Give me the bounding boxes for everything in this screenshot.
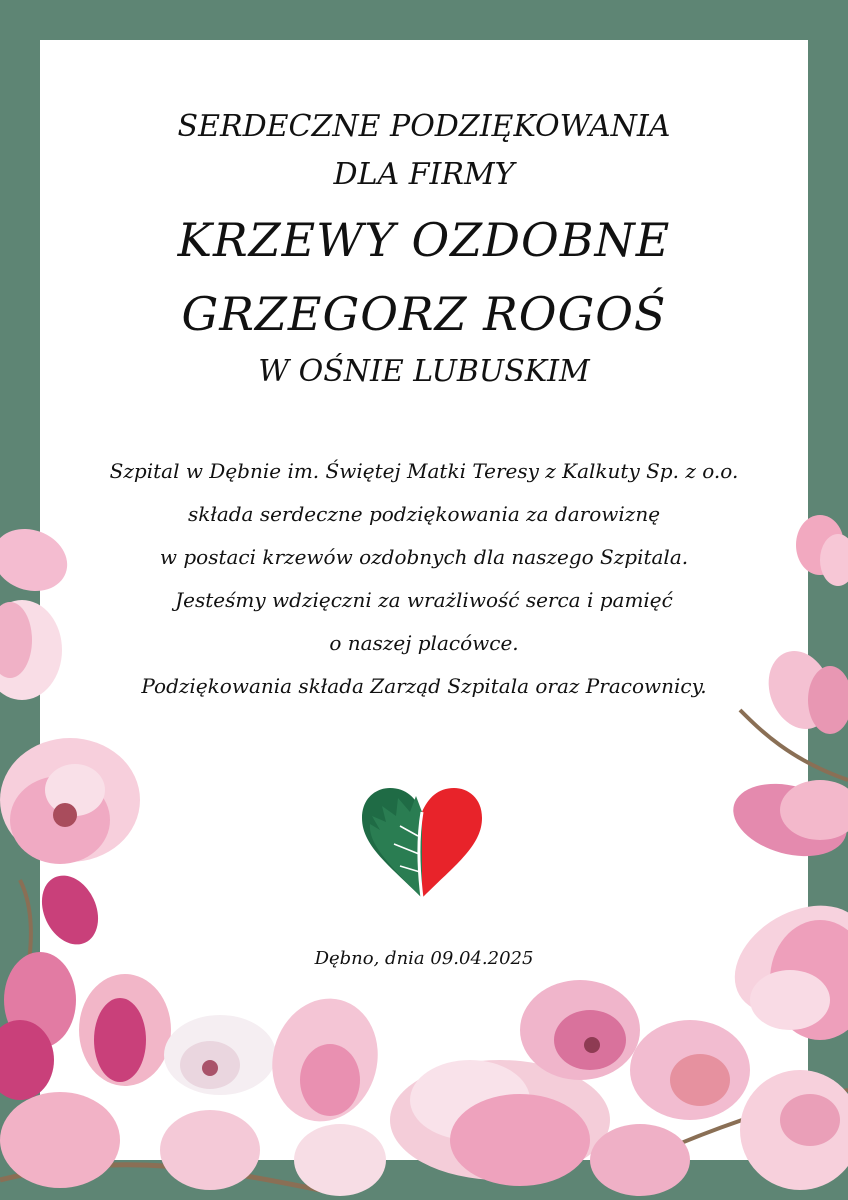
title-line-2: DLA FIRMY — [333, 157, 515, 192]
message-line: w postaci krzewów ozdobnych dla naszego Szpitala. — [159, 545, 689, 569]
message-line: Podziękowania składa Zarząd Szpitala oraz Pracownicy. — [141, 674, 707, 698]
company-name-line-2: GRZEGORZ ROGOŚ — [181, 287, 667, 341]
company-location: W OŚNIE LUBUSKIM — [258, 354, 590, 389]
message-line: Szpital w Dębnie im. Świętej Matki Teresy z Kalkuty Sp. z o.o. — [109, 459, 739, 483]
issue-date: Dębno, dnia 09.04.2025 — [314, 948, 534, 969]
company-name-line-1: KRZEWY OZDOBNE — [177, 213, 671, 267]
message-line: Jesteśmy wdzięczni za wrażliwość serca i pamięć — [175, 588, 673, 612]
message-line: składa serdeczne podziękowania za darowiznę — [187, 502, 661, 526]
heart-leaf-logo-icon — [360, 786, 484, 900]
title-line-1: SERDECZNE PODZIĘKOWANIA — [177, 109, 671, 144]
thanks-message — [40, 450, 808, 708]
message-line: o naszej placówce. — [329, 631, 519, 655]
